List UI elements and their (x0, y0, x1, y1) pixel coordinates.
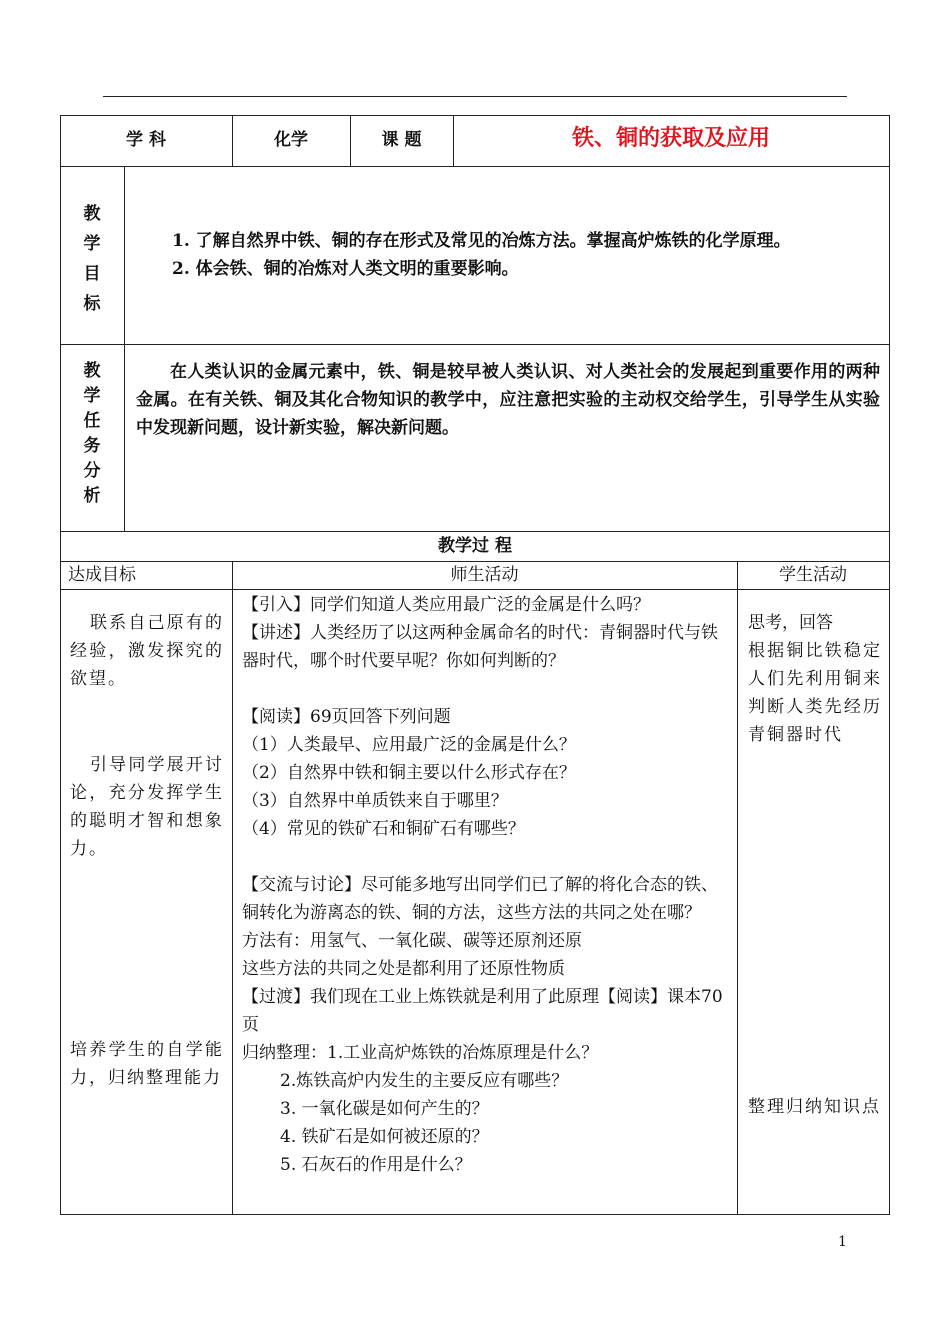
goal-item: 培养学生的自学能力，归纳整理能力 (70, 1040, 224, 1088)
student-activity: 思考，回答 (748, 613, 833, 633)
activity-line: （1）人类最早、应用最广泛的金属是什么？ (242, 735, 576, 755)
activity-line: 【过渡】我们现在工业上炼铁就是利用了此原理【阅读】课本70页 (242, 987, 723, 1035)
header-rule (103, 96, 847, 97)
activity-line: 这些方法的共同之处是都利用了还原性物质 (242, 959, 565, 979)
activity-line: 3. 一氧化碳是如何产生的？ (280, 1099, 489, 1119)
col-activities-header: 师生活动 (450, 565, 519, 585)
activity-line: 方法有：用氢气、一氧化碳、碳等还原剂还原 (242, 931, 582, 951)
activity-line: 归纳整理：1.工业高炉炼铁的冶炼原理是什么？ (242, 1043, 599, 1063)
student-activity: 整理归纳知识点 (748, 1097, 881, 1117)
goal-item: 联系自己原有的经验，激发探究的欲望。 (70, 613, 224, 689)
process-title: 教学过 程 (438, 536, 512, 556)
activity-line: 【引入】同学们知道人类应用最广泛的金属是什么吗？ (242, 595, 650, 615)
activity-spacer (242, 675, 732, 703)
activity-line: 2.炼铁高炉内发生的主要反应有哪些？ (280, 1071, 569, 1091)
lesson-plan-table (60, 115, 890, 1215)
objective-item: 2. 体会铁、铜的冶炼对人类文明的重要影响。 (172, 259, 519, 279)
analysis-text: 在人类认识的金属元素中，铁、铜是较早被人类认识、对人类社会的发展起到重要作用的两种金属。在有关铁、铜及其化合物知识的教学中，应注意把实验的主动权交给学生，引导学生从实验中发现新问题，设计新实验，解决新问题。 (136, 362, 880, 438)
activity-line: 【交流与讨论】尽可能多地写出同学们已了解的将化合态的铁、铜转化为游离态的铁、铜的方法，这些方法的共同之处在哪？ (242, 875, 718, 923)
subject-label: 学 科 (126, 130, 166, 150)
activity-line: （2）自然界中铁和铜主要以什么形式存在？ (242, 763, 576, 783)
page-number: 1 (838, 1234, 847, 1250)
activity-line: （4）常见的铁矿石和铜矿石有哪些？ (242, 819, 525, 839)
student-activity: 根据铜比铁稳定人们先利用铜来判断人类先经历青铜器时代 (748, 641, 882, 745)
topic-label: 课 题 (381, 130, 422, 150)
objectives-label: 教学目标 (83, 204, 101, 314)
objectives-list (172, 227, 884, 283)
goal-item: 引导同学展开讨论，充分发挥学生的聪明才智和想象力。 (70, 755, 224, 859)
objective-item: 1. 了解自然界中铁、铜的存在形式及常见的冶炼方法。掌握高炉炼铁的化学原理。 (172, 231, 791, 251)
activity-spacer (242, 843, 732, 871)
analysis-label: 教学任务分析 (83, 361, 101, 506)
activity-line: 【阅读】69页回答下列问题 (242, 707, 451, 727)
subject-value: 化学 (274, 130, 308, 150)
col-goals-header: 达成目标 (68, 565, 136, 585)
col-student-header: 学生活动 (779, 565, 847, 585)
activity-line: 5. 石灰石的作用是什么？ (280, 1155, 472, 1175)
activity-line: 【讲述】人类经历了以这两种金属命名的时代：青铜器时代与铁器时代，哪个时代要早呢？你如何判断的？ (242, 623, 718, 671)
activity-line: 4. 铁矿石是如何被还原的？ (280, 1127, 489, 1147)
activity-line: （3）自然界中单质铁来自于哪里？ (242, 791, 508, 811)
page-title: 铁、铜的获取及应用 (571, 125, 770, 151)
activities-content (242, 591, 732, 1179)
